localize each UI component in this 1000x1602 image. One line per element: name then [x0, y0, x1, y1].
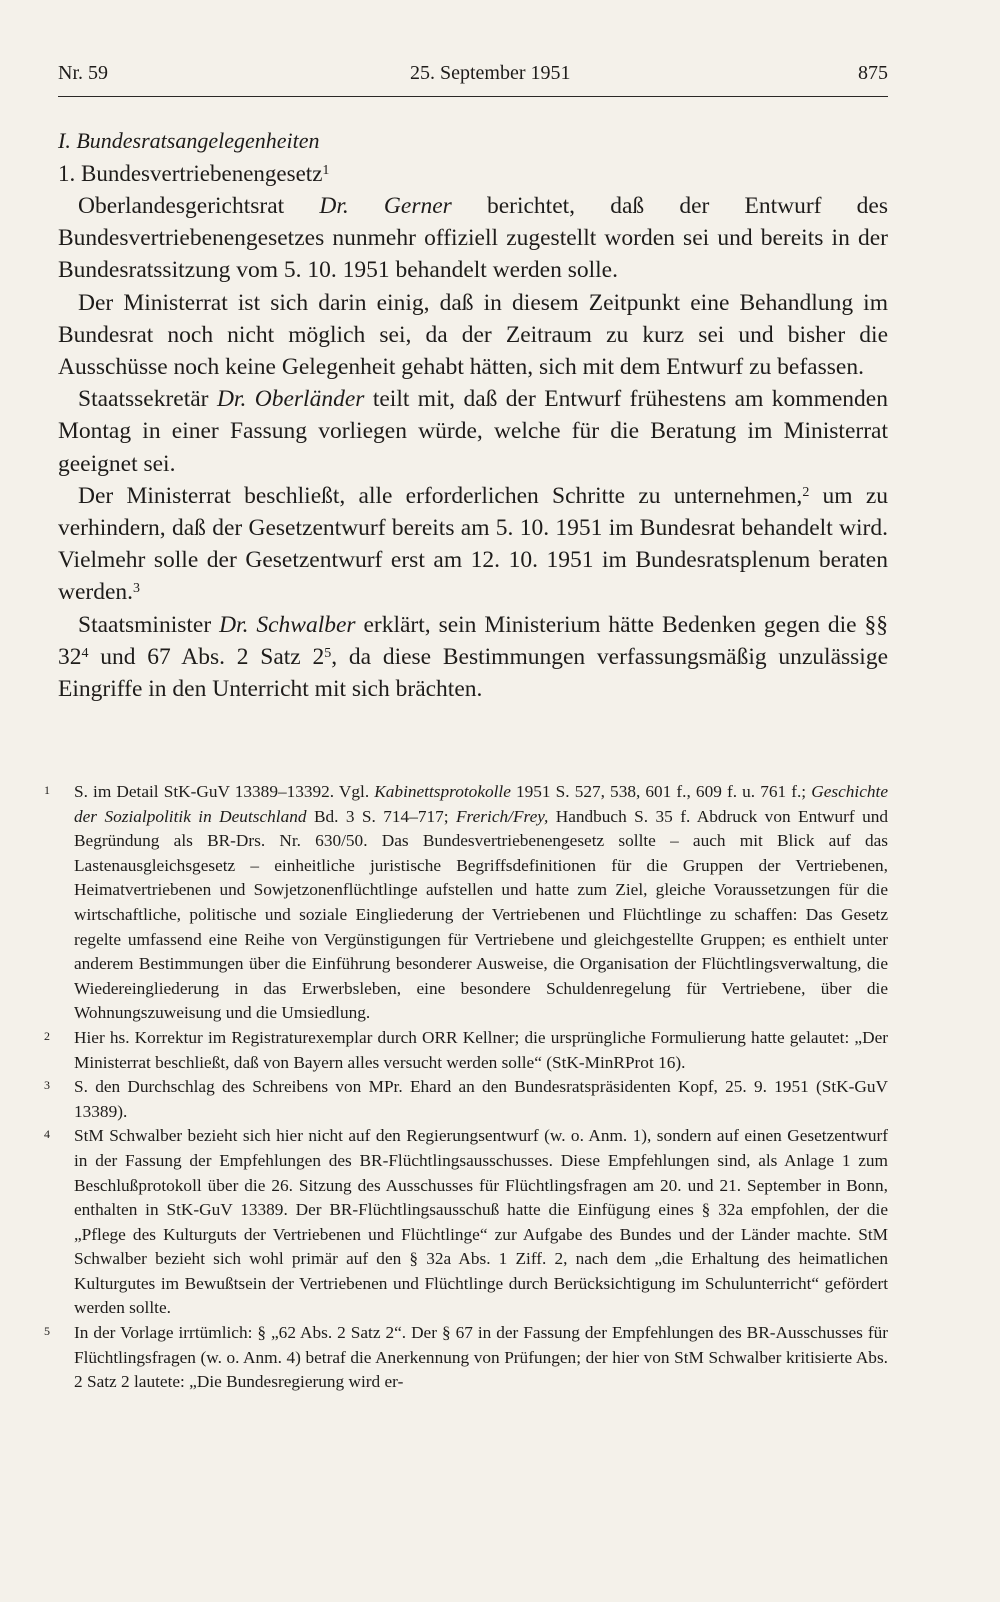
paragraph-text: , da diese Bestimmungen verfassungsmäßig unzulässige Eingriffe in den Unterricht mit sich brächten.: [58, 643, 889, 703]
footnote-text: [74, 780, 888, 1026]
paragraph-text: Der Ministerrat beschließt, alle erforderlichen Schritte zu unternehmen,: [78, 482, 803, 509]
paragraph: Der Ministerrat ist sich darin einig, daß in diesem Zeitpunkt eine Behandlung im Bundesrat noch nicht möglich sei, da der Zeitraum zu kurz sei und bisher die Ausschüsse noch keine Gelegenheit gehabt hätten, sich mit dem Entwurf zu befassen.: [58, 289, 888, 381]
citation-title: Kabinettsprotokolle: [374, 782, 511, 801]
running-header: [58, 58, 888, 97]
footnotes: [44, 780, 888, 1395]
footnote-ref: 3: [133, 581, 141, 597]
footnote-text: StM Schwalber bezieht sich hier nicht auf den Regierungsentwurf (w. o. Anm. 1), sondern auf einen Gesetzentwurf in der Fassung der Empfehlungen des BR-Flüchtlingsausschusses. Diese Empfehlungen sind, als Anlage 1 zum Beschlußprotokoll über die 26. Sitzung des Ausschusses für Flüchtlingsfragen am 20. und 21. September in Bonn, enthalten in StK-GuV 13389. Der BR-Flüchtlingsausschuß hatte die Einfügung eines § 32a empfohlen, der die „Pflege des Kulturguts der Vertriebenen und Flüchtlinge“ zur Aufgabe des Bundes und der Länder machte. StM Schwalber bezieht sich wohl primär auf den § 32a Abs. 1 Ziff. 2, nach dem „die Erhaltung des heimatlichen Kulturgutes im Bewußtsein der Vertriebenen und Flüchtlinge durch Berücksichtigung im Schulunterricht“ gefördert werden sollte.: [74, 1126, 888, 1318]
footnote-span: 1951 S. 527, 538, 601 f., 609 f. u. 761 f.;: [510, 782, 812, 801]
footnote: [44, 780, 888, 1026]
citation-author: Frerich/Frey,: [456, 806, 549, 826]
speaker-name: Dr. Oberländer: [216, 386, 365, 413]
speaker-name: Dr. Gerner: [319, 193, 452, 219]
footnote-ref: 2: [802, 484, 810, 500]
footnote-number: 2: [44, 1028, 50, 1043]
footnote-number: 4: [44, 1127, 50, 1142]
footnote-ref: 5: [324, 645, 332, 661]
footnote-number: 5: [44, 1324, 50, 1339]
footnote-number: 1: [44, 783, 50, 797]
footnote-ref: 1: [322, 163, 330, 178]
citation-title: Geschichte der Sozialpolitik in Deutschland: [74, 782, 888, 826]
paragraph-text: Staatssekretär: [78, 386, 217, 413]
speaker-name: Dr. Schwalber: [219, 611, 356, 638]
header-date: 25. September 1951: [410, 62, 571, 84]
paragraph-text: Staatsminister: [78, 611, 220, 638]
paragraph-text: berichtet, daß der Entwurf des Bundesvertriebenengesetzes nunmehr offiziell zugestellt worden sei und bereits in der Bundesratssitzung vom 5. 10. 1951 behandelt werden solle.: [58, 193, 888, 284]
paragraph: [58, 190, 888, 287]
footnote-text: S. den Durchschlag des Schreibens von MPr. Ehard an den Bundesratspräsidenten Kopf, 25. 9. 1951 (StK-GuV 13389).: [74, 1077, 888, 1121]
paragraph: [58, 383, 888, 480]
agenda-item-text: 1. Bundesvertriebenengesetz: [58, 161, 323, 186]
footnote: [44, 1026, 888, 1075]
paragraph: [58, 609, 888, 706]
paragraph-text: Oberlandesgerichtsrat: [78, 193, 320, 219]
agenda-item-title: [58, 157, 888, 190]
paragraph-text: um zu verhindern, daß der Gesetzentwurf bereits am 5. 10. 1951 im Bundesrat behandelt wird. Vielmehr solle der Gesetzentwurf erst am 12. 10. 1951 im Bundesratsplenum beraten werden.: [58, 482, 889, 606]
footnote-ref: 4: [81, 645, 89, 661]
footnote: [44, 1321, 888, 1395]
footnote-span: S. im Detail StK-GuV 13389–13392. Vgl.: [74, 782, 375, 801]
footnote-text: Hier hs. Korrektur im Registraturexemplar durch ORR Kellner; die ursprüngliche Formulierung hatte gelautet: „Der Ministerrat beschließt, daß von Bayern alles versucht werden solle“ (StK-MinRProt 16).: [74, 1027, 888, 1072]
paragraph-text: und 67 Abs. 2 Satz 2: [88, 643, 325, 670]
section-title: I. Bundesratsangelegenheiten: [58, 128, 320, 153]
paragraph-text: erklärt, sein Ministerium hätte Bedenken gegen die §§ 32: [58, 611, 888, 670]
main-text: [58, 124, 888, 705]
page-number: 875: [858, 62, 888, 84]
footnote-text: In der Vorlage irrtümlich: § „62 Abs. 2 Satz 2“. Der § 67 in der Fassung der Empfehlungen des BR-Ausschusses für Flüchtlingsfragen (w. o. Anm. 4) betraf die Anerkennung von Prüfungen; der hier von StM Schwalber kritisierte Abs. 2 Satz 2 lautete: „Die Bundesregierung wird er-: [74, 1323, 888, 1392]
footnote-span: Handbuch S. 35 f. Abdruck von Entwurf und Begründung als BR-Drs. Nr. 630/50. Das Bundesvertriebenengesetz sollte – auch mit Blick auf das Lastenausgleichsgesetz – einheitliche juristische Begriffsdefinitionen für die Gruppen der Vertriebenen, Heimatvertriebenen und Sowjetzonenflüchtlinge aufstellen und hatte zum Ziel, gleiche Voraussetzungen für die wirtschaftliche, politische und soziale Eingliederung der Vertriebenen und Flüchtlinge zu schaffen: Das Gesetz regelte umfassend eine Reihe von Vergünstigungen für Vertriebene und gleichgestellte Gruppen; es enthielt unter anderem Bestimmungen über die Einführung besonderer Ausweise, die Organisation der Flüchtlingsverwaltung, die Wiedereingliederung in das Erwerbsleben, eine besondere Schuldenregelung für Vertriebene, über die Wohnungszuweisung und die Umsiedlung.: [74, 806, 888, 1023]
footnote-number: 3: [44, 1078, 50, 1093]
document-number: Nr. 59: [58, 62, 108, 84]
footnote: [44, 1124, 888, 1321]
paragraph: [58, 480, 888, 609]
footnote: [44, 1075, 888, 1124]
paragraph-text: teilt mit, daß der Entwurf frühestens am kommenden Montag in einer Fassung vorliegen würde, welche für die Beratung im Ministerrat geeignet sei.: [58, 386, 888, 477]
footnote-span: Bd. 3 S. 714–717;: [306, 806, 456, 826]
